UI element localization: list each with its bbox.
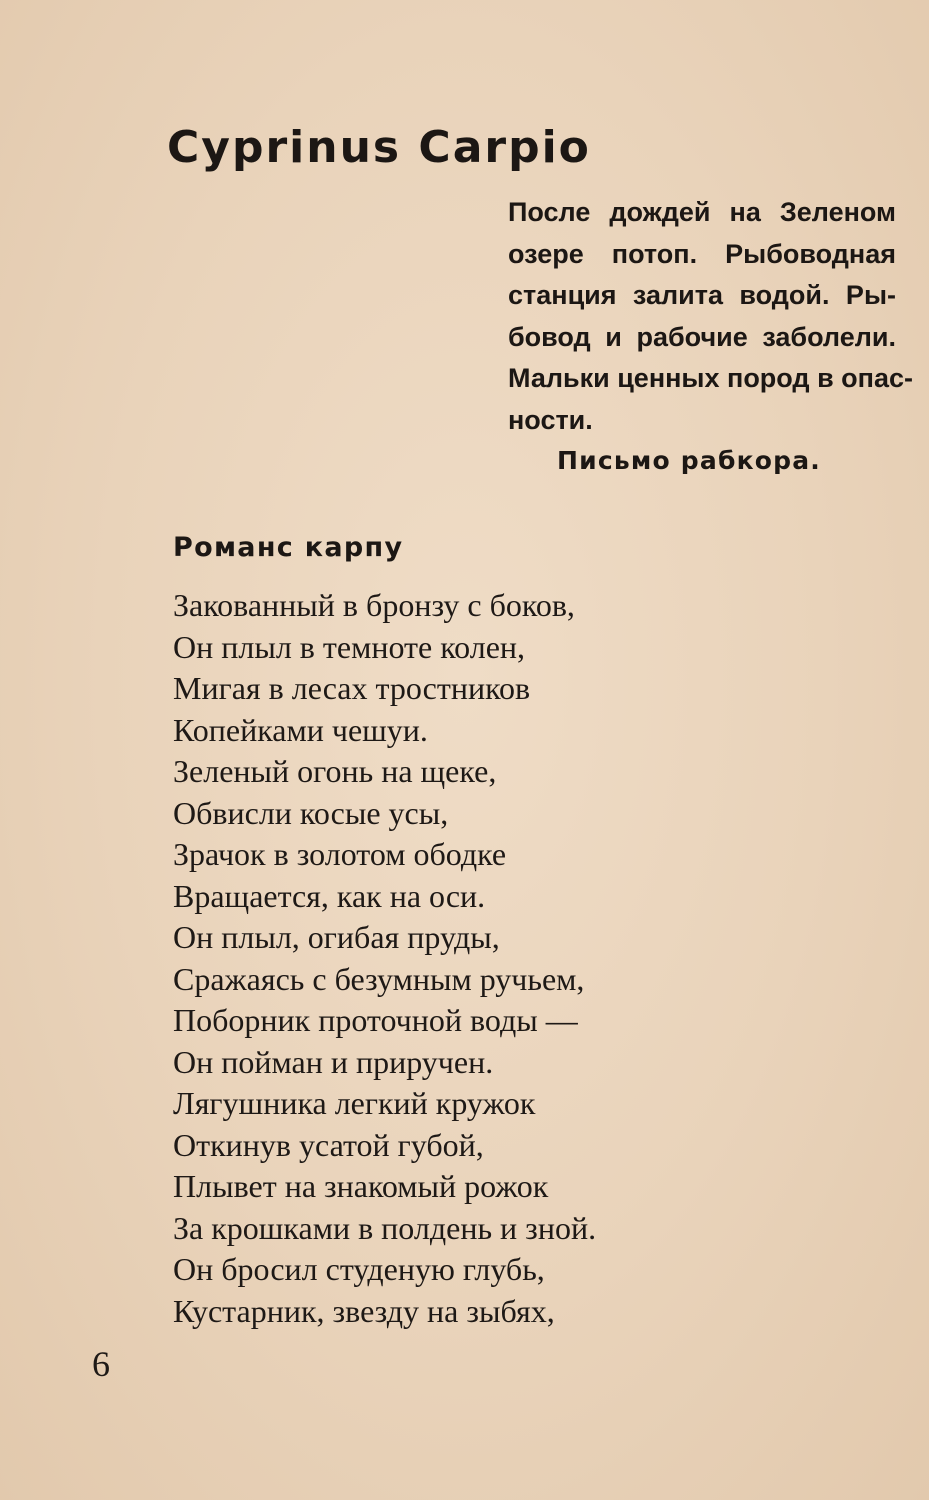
- poem-line: Плывет на знакомый рожок: [173, 1168, 549, 1204]
- epigraph-line: После дождей на Зеленом: [508, 197, 896, 227]
- poem-line: Он пойман и приручен.: [173, 1043, 494, 1080]
- epigraph: [508, 192, 913, 441]
- poem-line: Лягушника легкий кружок: [173, 1085, 536, 1121]
- poem-line: Кустарник, звезду на зыбях,: [173, 1292, 555, 1329]
- epigraph-line: бовод и рабочие заболели.: [508, 321, 896, 352]
- poem-line: За крошками в полдень и зной.: [173, 1209, 597, 1246]
- poem-line: Сражаясь с безумным ручьем,: [173, 960, 585, 997]
- poem-line: Мигая в лесах тростников: [173, 670, 531, 706]
- page-number: 6: [92, 1344, 110, 1384]
- poem-line: Он плыл, огибая пруды,: [173, 919, 500, 955]
- poem-line: Зрачок в золотом ободке: [173, 836, 507, 872]
- page-title: Cyprinus Carpio: [167, 122, 591, 173]
- poem-line: Копейками чешуи.: [173, 711, 428, 748]
- epigraph-line: озере потоп. Рыбоводная: [508, 238, 896, 269]
- epigraph-line: ности.: [508, 404, 593, 435]
- poem-line: Он плыл в темноте колен,: [173, 628, 526, 665]
- poem-line: Зеленый огонь на щеке,: [173, 753, 497, 789]
- poem-line: Поборник проточной воды —: [173, 1002, 578, 1038]
- epigraph-line: Мальки ценных пород в опас-: [508, 363, 913, 393]
- poem-line: Закованный в бронзу с боков,: [173, 587, 575, 623]
- poem-line: Откинув усатой губой,: [173, 1126, 484, 1163]
- poem-line: Он бросил студеную глубь,: [173, 1251, 545, 1287]
- epigraph-attribution: Письмо рабкора.: [557, 446, 822, 475]
- poem-title: Романс карпу: [173, 532, 404, 563]
- poem-line: Вращается, как на оси.: [173, 877, 486, 914]
- poem-body: [173, 585, 596, 1332]
- epigraph-line: станция залита водой. Ры-: [508, 280, 896, 310]
- poem-line: Обвисли косые усы,: [173, 794, 449, 831]
